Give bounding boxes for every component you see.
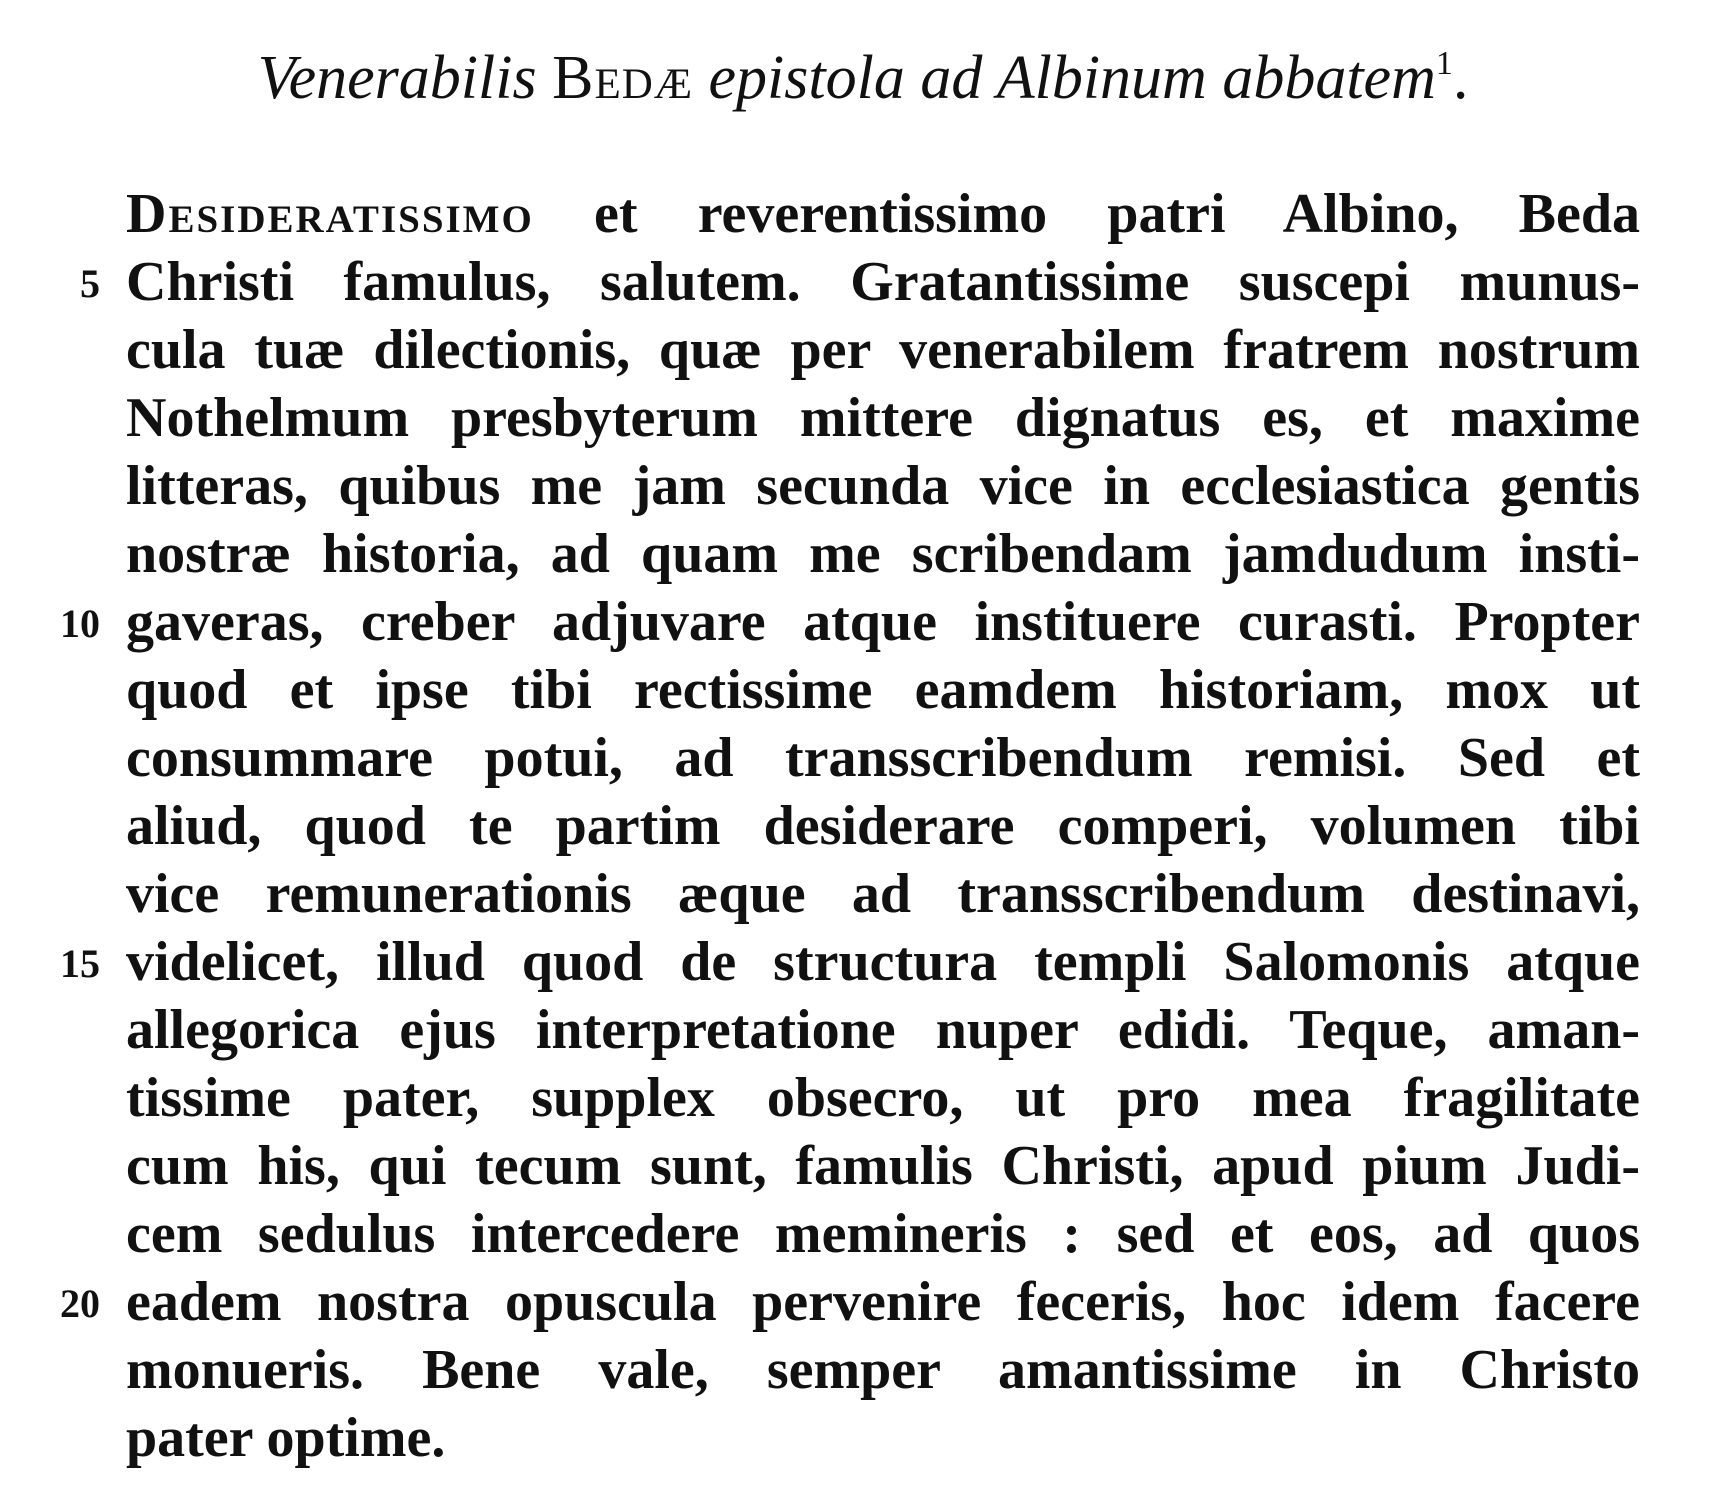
- page-title: [0, 38, 1726, 118]
- line-text: eadem nostra opuscula pervenire feceris, hoc idem facere: [126, 1271, 1640, 1333]
- text-line: [126, 792, 1640, 860]
- line-text: aliud, quod te partim desiderare comperi, volumen tibi: [126, 795, 1640, 857]
- line-text: videlicet, illud quod de structura templi Salomonis atque: [126, 931, 1640, 993]
- opening-word: Desideratissimo: [126, 183, 534, 245]
- footnote-marker: 1: [1435, 45, 1453, 82]
- text-line: [126, 316, 1640, 384]
- line-text: consummare potui, ad transscribendum remisi. Sed et: [126, 727, 1640, 789]
- line-text: gaveras, creber adjuvare atque instituere curasti. Propter: [126, 591, 1640, 653]
- text-line: [126, 452, 1640, 520]
- line-text: litteras, quibus me jam secunda vice in ecclesiastica gentis: [126, 455, 1640, 517]
- line-text: cula tuæ dilectionis, quæ per venerabilem fratrem nostrum: [126, 319, 1640, 381]
- text-line: [126, 656, 1640, 724]
- text-line: [80, 248, 1640, 316]
- title-name-bede: Bedæ: [552, 44, 694, 112]
- line-text: vice remunerationis æque ad transscribendum destinavi,: [126, 863, 1640, 925]
- line-text: nostræ historia, ad quam me scribendam jamdudum insti-: [126, 523, 1640, 585]
- text-line: [126, 1336, 1640, 1404]
- line-text: cem sedulus intercedere memineris : sed et eos, ad quos: [126, 1203, 1640, 1265]
- line-text: Christi famulus, salutem. Gratantissime suscepi munus-: [126, 251, 1640, 313]
- text-line: [60, 1268, 1640, 1336]
- text-line: [126, 384, 1640, 452]
- text-line: [126, 724, 1640, 792]
- line-number: 15: [60, 941, 100, 986]
- text-line: [60, 588, 1640, 656]
- text-line: [126, 1064, 1640, 1132]
- text-line: [126, 1404, 1640, 1472]
- title-end-punctuation: .: [1452, 44, 1469, 112]
- line-text: Nothelmum presbyterum mittere dignatus es, et maxime: [126, 387, 1640, 449]
- line-number: 10: [60, 601, 100, 646]
- line-text: quod et ipse tibi rectissime eamdem historiam, mox ut: [126, 659, 1640, 721]
- line-number: 5: [80, 261, 100, 306]
- letter-body: [60, 180, 1640, 1472]
- text-line: [126, 860, 1640, 928]
- text-line: [126, 180, 1640, 248]
- text-line: [60, 928, 1640, 996]
- title-part-1: Venerabilis: [257, 44, 553, 112]
- line-text: cum his, qui tecum sunt, famulis Christi, apud pium Judi-: [126, 1135, 1640, 1197]
- line-text: et reverentissimo patri Albino, Beda: [533, 183, 1640, 245]
- text-line: [126, 1132, 1640, 1200]
- line-text: tissime pater, supplex obsecro, ut pro mea fragilitate: [126, 1067, 1640, 1129]
- line-text: pater optime.: [126, 1407, 446, 1469]
- line-text: allegorica ejus interpretatione nuper edidi. Teque, aman-: [126, 999, 1640, 1061]
- line-text: monueris. Bene vale, semper amantissime in Christo: [126, 1339, 1640, 1401]
- title-part-2: epistola ad Albinum abbatem: [693, 44, 1436, 112]
- line-number: 20: [60, 1281, 100, 1326]
- text-line: [126, 1200, 1640, 1268]
- text-line: [126, 996, 1640, 1064]
- text-line: [126, 520, 1640, 588]
